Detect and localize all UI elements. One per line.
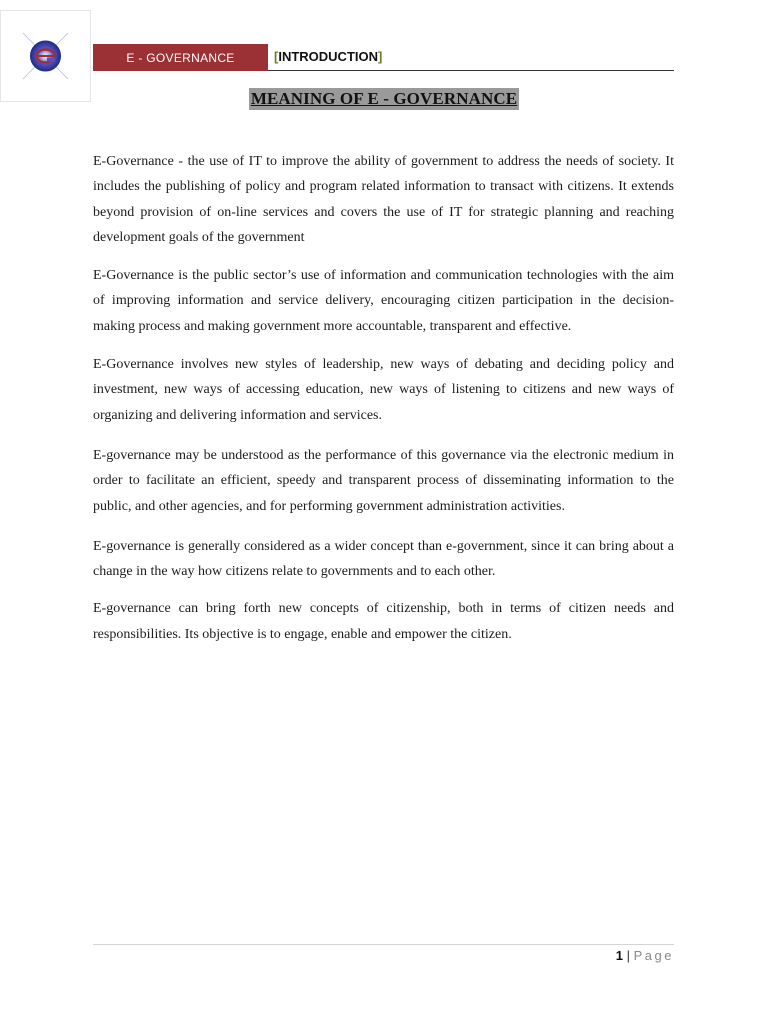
page-footer (616, 947, 674, 965)
footer-separator: | (626, 948, 630, 963)
page-label: Page (633, 948, 674, 963)
paragraph-5: E-governance is generally considered as a wider concept than e-government, since it can bring about a change in the way how citizens relate to governments and to each other. (93, 538, 674, 580)
page-number: 1 (615, 948, 623, 963)
bracket-close: ] (378, 49, 383, 64)
page-title-wrap (0, 88, 768, 110)
page-title: MEANING OF E - GOVERNANCE (250, 89, 518, 108)
header-band-label: E - GOVERNANCE (126, 50, 235, 65)
paragraph-1: E-Governance - the use of IT to improve the ability of government to address the needs of society. It includes the publishing of policy and program related information to transact with citizens. It extends beyond provision of on-line services and covers the use of IT for strategic planning and reaching development goals of the government (93, 154, 674, 245)
section-label: INTRODUCTION (278, 49, 379, 64)
header-rule (268, 70, 674, 71)
paragraph-2: E-Governance is the public sector’s use of information and communication technologies with the aim of improving information and service delivery, encouraging citizen participation in the decision-making process and making government more accountable, transparent and effective. (93, 268, 674, 334)
header-section (274, 48, 382, 66)
header-band (93, 44, 268, 71)
footer-rule (93, 944, 674, 945)
paragraph-3: E-Governance involves new styles of leadership, new ways of debating and deciding policy and investment, new ways of accessing education, new ways of listening to citizens and new ways of organizing and delivering information and services. (93, 357, 674, 423)
paragraph-4: E-governance may be understood as the performance of this governance via the electronic medium in order to facilitate an efficient, speedy and transparent process of disseminating information to the public, and other agencies, and for performing government administration activities. (93, 447, 674, 514)
bracket-open: [ (274, 49, 279, 64)
body-text (93, 149, 674, 647)
paragraph-6: E-governance can bring forth new concepts of citizenship, both in terms of citizen needs and responsibilities. Its objective is to engage, enable and empower the citizen. (93, 601, 674, 642)
